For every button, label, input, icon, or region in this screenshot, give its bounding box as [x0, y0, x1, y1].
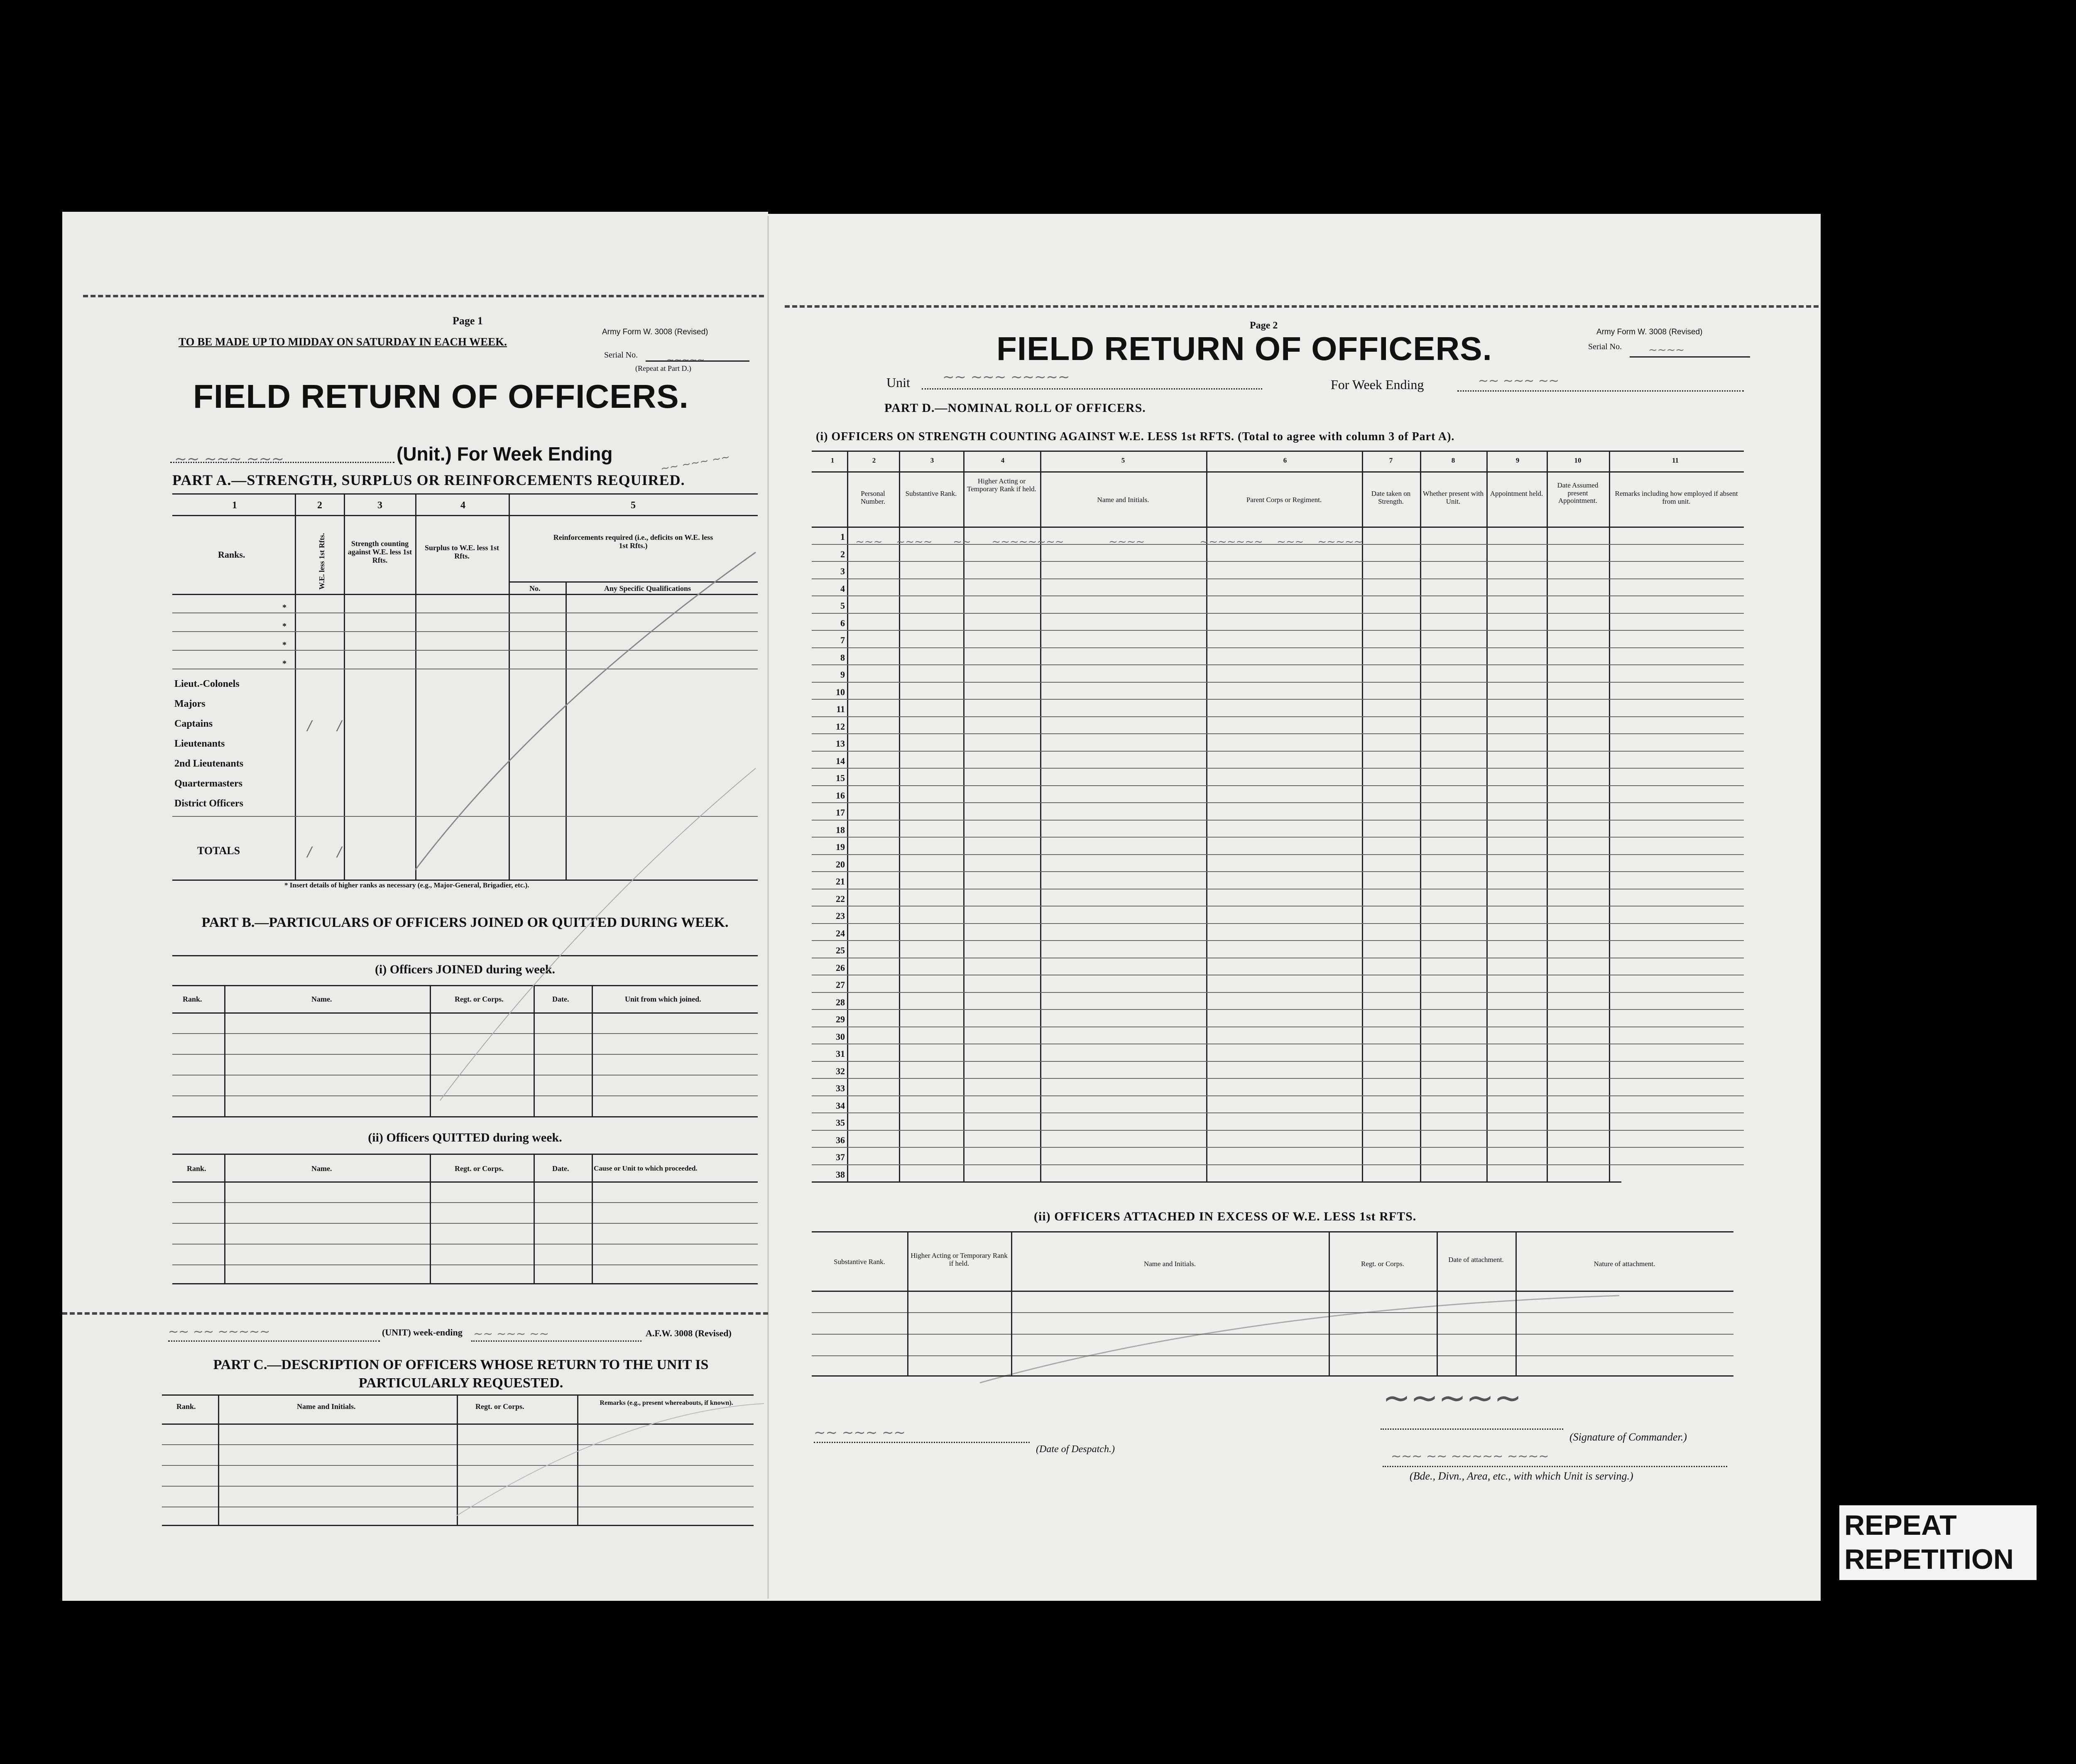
- part-c-title: PART C.—DESCRIPTION OF OFFICERS WHOSE RETURN TO THE UNIT IS PARTICULARLY REQUESTED.: [213, 1357, 709, 1391]
- table-row: [812, 837, 1744, 838]
- row-number: 30: [836, 1031, 845, 1042]
- row-number: 5: [840, 600, 845, 611]
- quitted-title: (ii) Officers QUITTED during week.: [368, 1131, 562, 1144]
- despatch-label: (Date of Despatch.): [1036, 1444, 1115, 1455]
- row-number: 36: [836, 1134, 845, 1145]
- row-number: 33: [836, 1083, 845, 1093]
- row-number: 11: [836, 704, 845, 714]
- table-row: [812, 716, 1744, 717]
- unit-label: Unit: [886, 375, 910, 390]
- table-row: [812, 802, 1744, 803]
- row-number: 14: [836, 755, 845, 766]
- row-number: 19: [836, 842, 845, 852]
- section-i-title: (i) OFFICERS ON STRENGTH COUNTING AGAINST W.E. LESS 1st RFTS. (Total to agree with column 3 of Part A).: [816, 430, 1455, 443]
- row-number: 1: [840, 532, 845, 542]
- joined-title: (i) Officers JOINED during week.: [375, 963, 556, 976]
- totals-label: TOTALS: [197, 845, 240, 857]
- col-strength: Strength counting against W.E. less 1st Rfts.: [348, 539, 412, 564]
- handwriting-despatch-date: ~~ ~~~ ~~: [814, 1424, 906, 1441]
- row-number: 26: [836, 962, 845, 973]
- col-reinforcements: Reinforcements required (i.e., deficits on W.E. less 1st Rfts.): [553, 533, 713, 550]
- col-qualifications: Any Specific Qualifications: [604, 584, 691, 593]
- rank-captains: Captains: [174, 718, 213, 729]
- left-serial-note: (Repeat at Part D.): [635, 364, 691, 372]
- rank-2nd-lieutenants: 2nd Lieutenants: [174, 758, 244, 769]
- table-row: [812, 1095, 1744, 1096]
- week-label: For Week Ending: [1331, 377, 1424, 392]
- handwriting-week-right: ~~ ~~~ ~~: [1478, 374, 1559, 388]
- col-surplus: Surplus to W.E. less 1st Rfts.: [424, 544, 499, 560]
- row-number: 20: [836, 859, 845, 870]
- left-instruction: TO BE MADE UP TO MIDDAY ON SATURDAY IN EACH WEEK.: [179, 336, 507, 348]
- table-row: [812, 733, 1744, 734]
- row-number: 15: [836, 773, 845, 783]
- table-row: [812, 1061, 1744, 1062]
- rank-lieut-colonels: Lieut.-Colonels: [174, 679, 240, 689]
- handwriting-serial: ~~~~~: [666, 355, 705, 365]
- part-c-form: A.F.W. 3008 (Revised): [646, 1328, 732, 1338]
- right-form-id: Army Form W. 3008 (Revised): [1596, 328, 1703, 336]
- col-we: W.E. less 1st Rfts.: [318, 533, 326, 590]
- table-row: [812, 664, 1744, 665]
- formation-label: (Bde., Divn., Area, etc., with which Unit is serving.): [1410, 1470, 1633, 1482]
- row-number: 22: [836, 893, 845, 904]
- rank-majors: Majors: [174, 698, 206, 709]
- row-number: 10: [836, 686, 845, 697]
- table-row: [812, 871, 1744, 872]
- row-number: 28: [836, 997, 845, 1007]
- table-row: [812, 578, 1744, 579]
- row-number: 34: [836, 1100, 845, 1111]
- row-number: 37: [836, 1152, 845, 1162]
- col-ranks: Ranks.: [218, 549, 245, 560]
- row-number: 9: [840, 669, 845, 680]
- left-page-number: Page 1: [453, 315, 483, 327]
- row-number: 8: [840, 652, 845, 663]
- row-number: 21: [836, 876, 845, 887]
- row-number: 31: [836, 1049, 845, 1059]
- table-row: [812, 595, 1744, 596]
- handwriting-date: ~~ ~~~ ~~: [659, 451, 731, 475]
- part-a-footnote: * Insert details of higher ranks as necessary (e.g., Major-General, Brigadier, etc.).: [284, 881, 529, 889]
- row-number: 16: [836, 790, 845, 801]
- table-row: [812, 923, 1744, 924]
- signature-label: (Signature of Commander.): [1569, 1431, 1687, 1443]
- repeat-line-1: REPEAT: [1844, 1509, 1957, 1541]
- table-row: [812, 647, 1744, 648]
- right-serial-label: Serial No.: [1588, 342, 1622, 351]
- handwriting-part-c-date: ~~ ~~~ ~~: [473, 1327, 549, 1340]
- table-row: [812, 940, 1744, 941]
- handwriting-captains-values: / /: [307, 718, 342, 733]
- rank-district-officers: District Officers: [174, 798, 243, 809]
- table-row: [812, 1130, 1744, 1131]
- table-row: [812, 820, 1744, 821]
- left-title: FIELD RETURN OF OFFICERS.: [193, 378, 689, 415]
- part-d-title: PART D.—NOMINAL ROLL OF OFFICERS.: [884, 401, 1146, 415]
- row-number: 2: [840, 549, 845, 559]
- row-number: 3: [840, 566, 845, 576]
- right-page-number: Page 2: [1250, 320, 1278, 331]
- row-number: 24: [836, 928, 845, 938]
- rank-quartermasters: Quartermasters: [174, 778, 242, 789]
- row-number: 13: [836, 738, 845, 749]
- commander-signature: ~~~~~: [1383, 1379, 1522, 1417]
- table-row: [812, 613, 1744, 614]
- table-row: [812, 854, 1744, 855]
- repeat-stamp: [1839, 1505, 2037, 1580]
- table-row: [812, 1078, 1744, 1079]
- row-number: 25: [836, 945, 845, 956]
- left-serial-label: Serial No.: [604, 350, 638, 360]
- row-number: 17: [836, 807, 845, 818]
- row-number: 12: [836, 721, 845, 732]
- row-number: 29: [836, 1014, 845, 1024]
- rank-lieutenants: Lieutenants: [174, 738, 225, 749]
- left-unit-line: (Unit.) For Week Ending: [397, 443, 613, 465]
- left-form-id: Army Form W. 3008 (Revised): [602, 328, 708, 336]
- table-row: [812, 1009, 1744, 1010]
- handwriting-part-c-unit: ~~ ~~ ~~~~~: [168, 1325, 270, 1339]
- part-b-title: PART B.—PARTICULARS OF OFFICERS JOINED OR QUITTED DURING WEEK.: [201, 915, 729, 930]
- section-ii-title: (ii) OFFICERS ATTACHED IN EXCESS OF W.E. LESS 1st RFTS.: [1034, 1210, 1417, 1223]
- row-number: 18: [836, 824, 845, 835]
- row-number: 6: [840, 617, 845, 628]
- row-number: 32: [836, 1066, 845, 1076]
- table-row: [812, 699, 1744, 700]
- table-row: [812, 785, 1744, 786]
- table-row: [812, 1164, 1744, 1165]
- repeat-line-2: REPETITION: [1844, 1544, 2014, 1575]
- row-number: 27: [836, 980, 845, 990]
- table-row: [812, 768, 1744, 769]
- row-number: 35: [836, 1117, 845, 1128]
- table-row: [812, 561, 1744, 562]
- handwriting-row1: ~~~ ~~~~ ~~ ~~~~~~~~ ~~~~ ~~~~~~~ ~~~ ~~~~~: [855, 536, 1363, 548]
- handwriting-totals-values: / /: [307, 844, 342, 860]
- row-number: 38: [836, 1169, 845, 1180]
- row-number: 4: [840, 583, 845, 594]
- table-row: [812, 1112, 1744, 1113]
- table-row: [812, 682, 1744, 683]
- part-a-title: PART A.—STRENGTH, SURPLUS OR REINFORCEMENTS REQUIRED.: [172, 472, 685, 488]
- handwriting-unit-right: ~~ ~~~ ~~~~~: [943, 369, 1070, 385]
- part-c-unit-line: (UNIT) week-ending: [382, 1327, 463, 1338]
- col-no: No.: [529, 584, 541, 593]
- handwriting-unit: ~~ ~~~ ~~~: [174, 451, 284, 468]
- right-title: FIELD RETURN OF OFFICERS.: [996, 330, 1492, 367]
- table-row: [812, 751, 1744, 752]
- handwriting-formation: ~~~ ~~ ~~~~~ ~~~~: [1391, 1449, 1549, 1464]
- handwriting-serial-right: ~~~~: [1648, 344, 1685, 356]
- row-number: 23: [836, 911, 845, 921]
- table-row: [812, 992, 1744, 993]
- table-row: [812, 630, 1744, 631]
- table-row: [812, 1147, 1744, 1148]
- row-number: 7: [840, 635, 845, 645]
